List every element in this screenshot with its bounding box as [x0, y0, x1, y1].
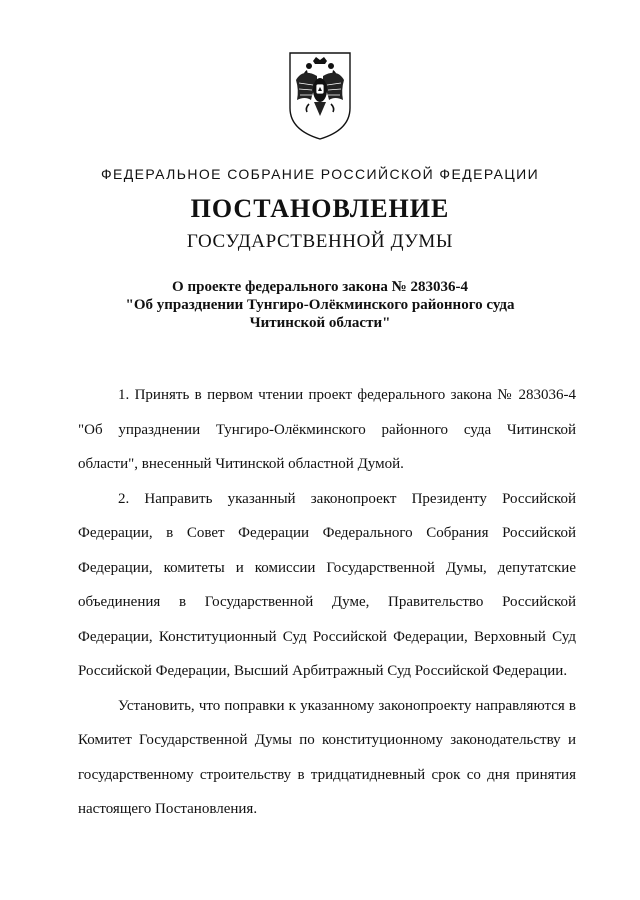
paragraph-1: 1. Принять в первом чтении проект федерального закона № 283036-4 "Об упразднении Тунгиро-Олёкминского районного суда Читинской области", внесенный Читинской областной Думой. [78, 387, 576, 472]
paragraph-3: Установить, что поправки к указанному законопроекту направляются в Комитет Государственной Думы по конституционному законодательству и государственному строительству в тридцатидневный срок со дня принятия настоящего Постановления. [78, 697, 576, 817]
resolution-body [78, 378, 576, 827]
parliament-name: ФЕДЕРАЛЬНОЕ СОБРАНИЕ РОССИЙСКОЙ ФЕДЕРАЦИИ [100, 166, 540, 182]
document-subject [0, 278, 640, 332]
russian-coat-of-arms-icon [287, 50, 353, 142]
subject-line-1: О проекте федерального закона № 283036-4 [172, 279, 468, 295]
subject-line-3: Читинской области" [249, 315, 391, 331]
subject-line-2: "Об упразднении Тунгиро-Олёкминского районного суда [125, 297, 515, 313]
paragraph-2: 2. Направить указанный законопроект Президенту Российской Федерации, в Совет Федерации Федерального Собрания Российской Федерации, комитеты и комиссии Государственной Думы, депутатские объединения в Государственной Думе, Правительство Российской Федерации, Конституционный Суд Российской Федерации, Верховный Суд Российской Федерации, Высший Арбитражный Суд Российской Федерации. [78, 490, 576, 679]
issuing-body: ГОСУДАРСТВЕННОЙ ДУМЫ [186, 231, 454, 252]
document-type-title: ПОСТАНОВЛЕНИЕ [190, 194, 450, 223]
